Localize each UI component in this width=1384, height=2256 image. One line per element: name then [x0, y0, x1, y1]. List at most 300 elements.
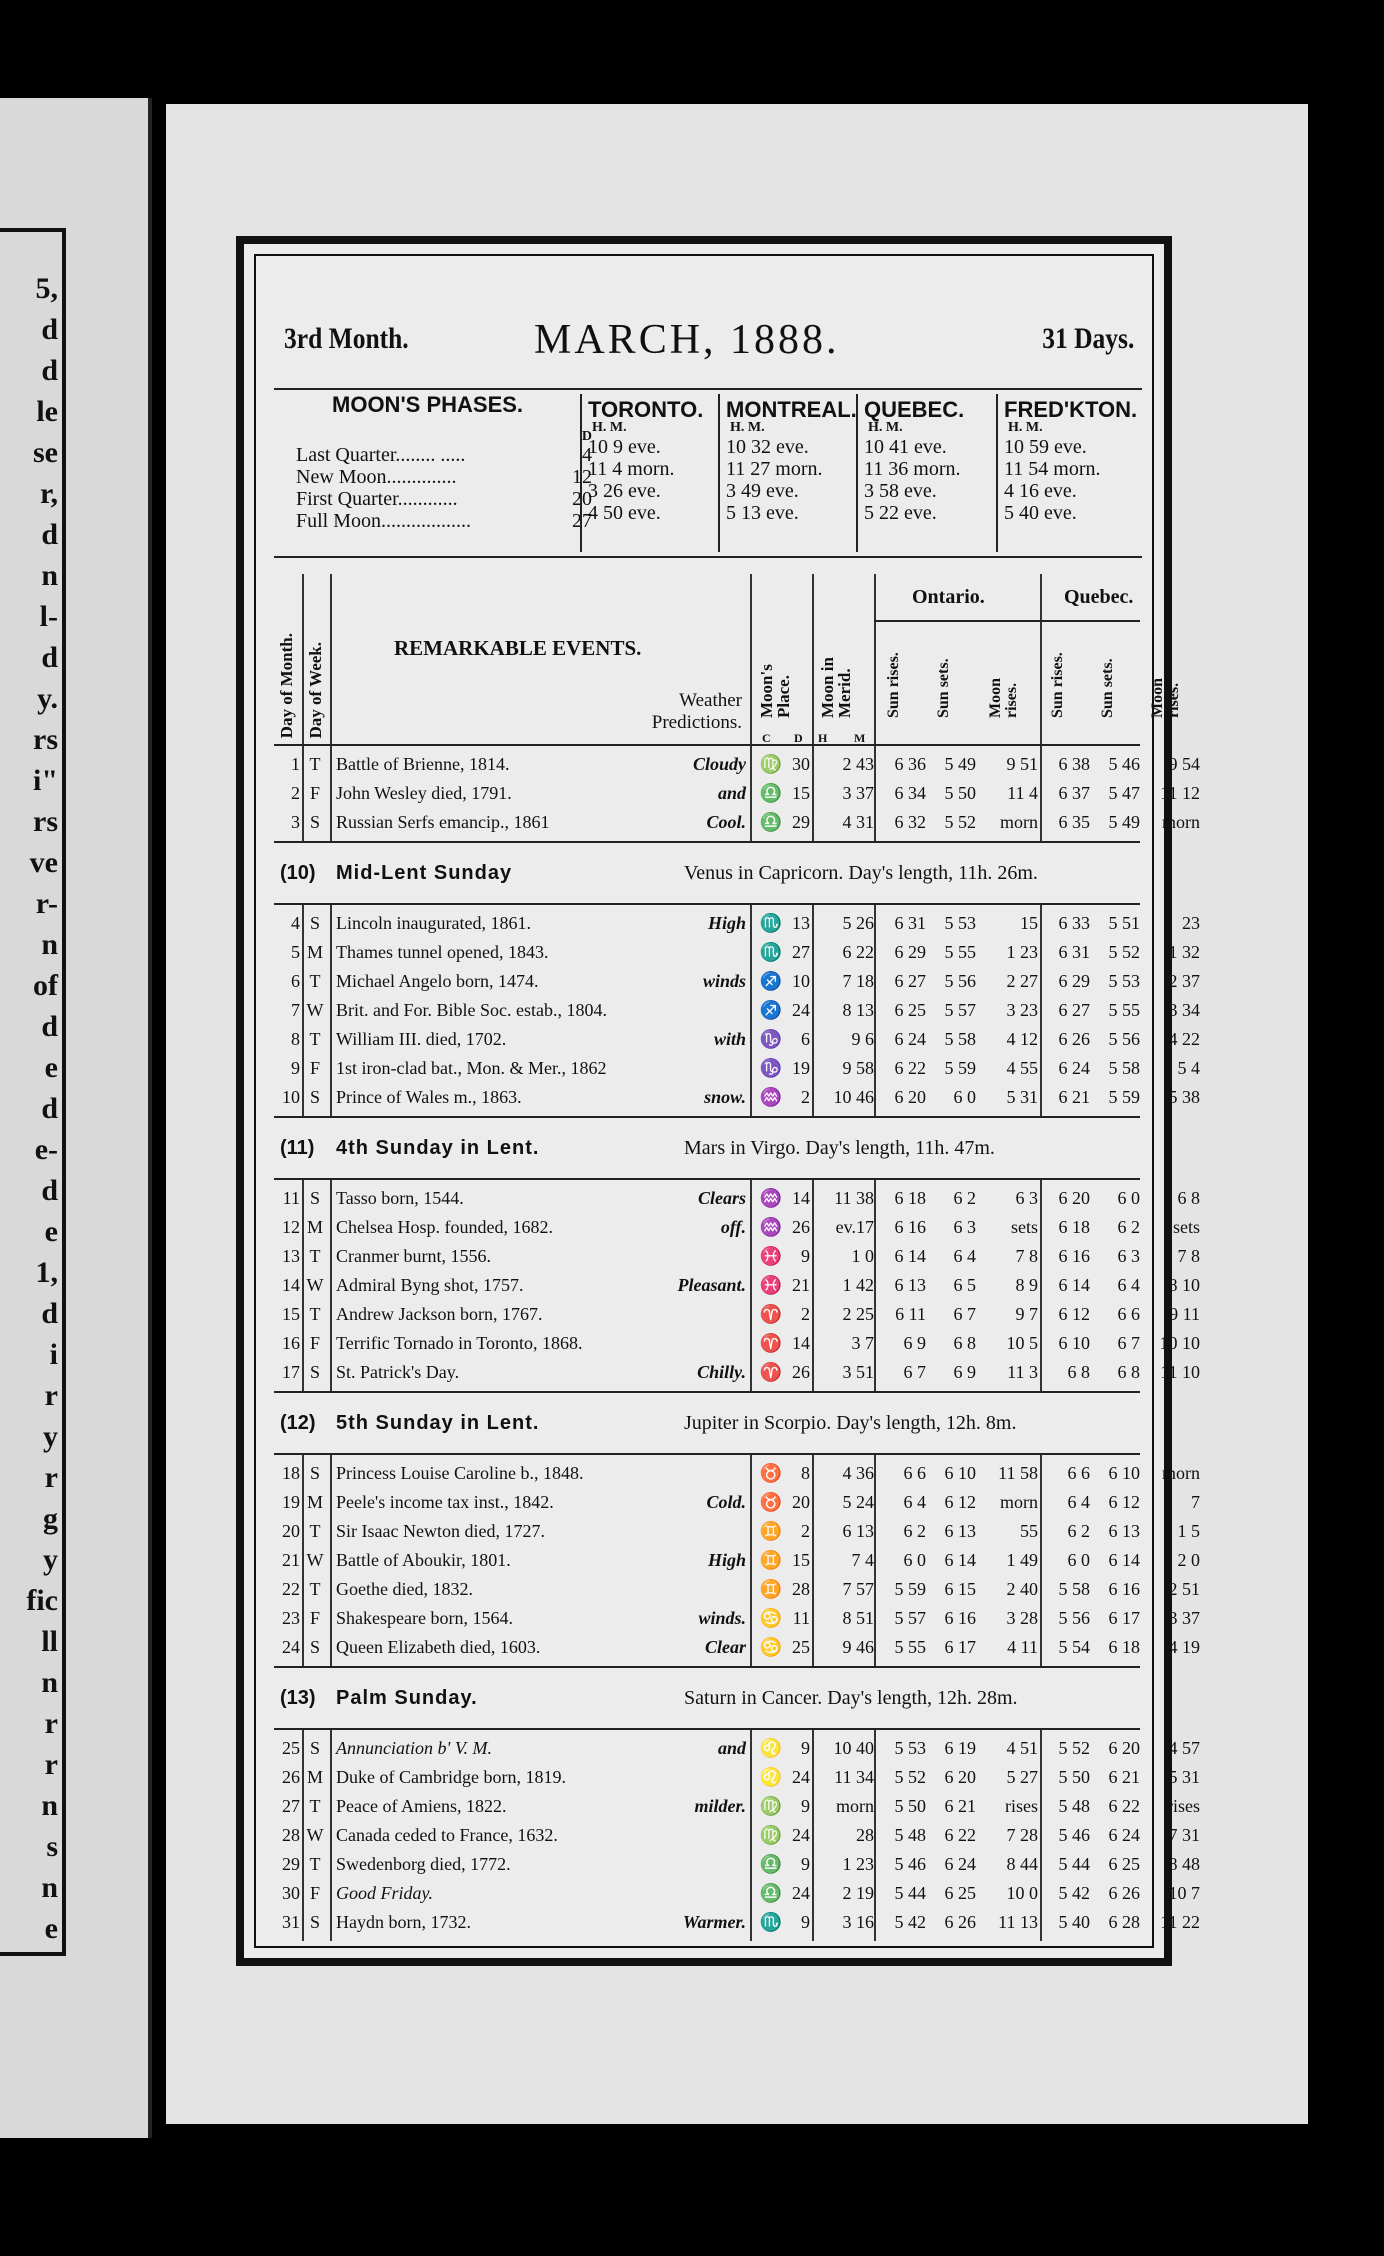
day-of-week: T — [309, 1246, 321, 1266]
ontario-sun-rises: 6 0 — [903, 1550, 926, 1570]
moon-place: 9 — [801, 1738, 810, 1758]
event: Princess Louise Caroline b., 1848. — [336, 1463, 584, 1483]
quebec-sun-rises: 6 31 — [1058, 942, 1090, 962]
quebec-moon-rises: 5 38 — [1168, 1087, 1200, 1107]
ontario-sun-sets: 5 58 — [944, 1029, 976, 1049]
ontario-sun-sets: 6 2 — [953, 1188, 976, 1208]
ontario-moon-rises: 3 28 — [1006, 1608, 1038, 1628]
ontario-moon-rises: 9 51 — [1006, 754, 1038, 774]
moon-merid-header: Moon in Merid. — [818, 657, 854, 718]
event: Annunciation b' V. M. — [336, 1738, 493, 1758]
day-of-month: 21 — [282, 1550, 300, 1570]
day-of-month: 31 — [282, 1912, 300, 1932]
phase-time: 3 58 eve. — [864, 480, 937, 502]
left-page-fragment: e — [44, 1912, 58, 1945]
phase-time: 11 27 morn. — [726, 458, 823, 480]
ontario-moon-rises: sets — [1011, 1217, 1038, 1237]
left-page-fragment: r — [44, 1461, 58, 1494]
weather: off. — [720, 1217, 746, 1237]
ontario-moon-rises: 2 40 — [1006, 1579, 1038, 1599]
ontario-moon-rises: 5 31 — [1006, 1087, 1038, 1107]
event: Swedenborg died, 1772. — [336, 1854, 511, 1874]
sunday-header — [274, 1116, 1140, 1180]
moon-place: 26 — [792, 1217, 810, 1237]
ontario-moon-rises: 7 28 — [1006, 1825, 1038, 1845]
quebec-sun-rises: 5 52 — [1058, 1738, 1090, 1758]
table-row — [274, 1025, 1200, 1054]
ontario-sun-rises: 5 55 — [894, 1637, 926, 1657]
phase-name: Last Quarter........ ..... — [296, 444, 466, 466]
day-of-week: M — [306, 1767, 323, 1787]
weather: winds. — [698, 1608, 746, 1628]
day-of-month: 20 — [282, 1521, 300, 1541]
ont-sun-rises-header: Sun rises. — [885, 652, 902, 718]
ontario-sun-sets: 6 19 — [944, 1738, 976, 1758]
quebec-sun-sets: 6 12 — [1108, 1492, 1140, 1512]
day-of-month: 25 — [282, 1738, 300, 1758]
left-page-fragment: l- — [39, 600, 58, 633]
weather: Pleasant. — [677, 1275, 746, 1295]
city-name: QUEBEC. — [864, 397, 965, 422]
table-row — [274, 1908, 1200, 1937]
ontario-sun-rises: 5 46 — [894, 1854, 926, 1874]
event: Russian Serfs emancip., 1861 — [336, 812, 550, 832]
weather: Cold. — [706, 1492, 746, 1512]
day-of-week: T — [309, 1029, 321, 1049]
left-page-fragment: d — [41, 641, 58, 674]
day-of-week: S — [309, 812, 320, 832]
left-page-fragment: r, — [39, 477, 58, 510]
m-unit: M — [854, 731, 866, 745]
ontario-sun-sets: 6 13 — [944, 1521, 976, 1541]
table-row — [274, 1604, 1200, 1633]
event: Canada ceded to France, 1632. — [336, 1825, 558, 1845]
moon-sign: ♑ — [759, 1058, 783, 1078]
quebec-sun-sets: 5 58 — [1108, 1058, 1140, 1078]
quebec-moon-rises: 3 34 — [1168, 1000, 1200, 1020]
quebec-sun-rises: 5 54 — [1058, 1637, 1090, 1657]
ontario-moon-rises: 8 44 — [1006, 1854, 1038, 1874]
left-page-fragment: n — [41, 559, 58, 592]
moon-sign: ♊ — [759, 1521, 783, 1541]
phase-time: 3 49 eve. — [726, 480, 799, 502]
sunday-week-number: (13) — [280, 1687, 316, 1709]
table-row — [274, 1517, 1200, 1546]
ontario-moon-rises: 2 27 — [1006, 971, 1038, 991]
phase-time: 5 22 eve. — [864, 502, 937, 524]
sunday-info: Jupiter in Scorpio. Day's length, 12h. 8m. — [684, 1412, 1017, 1434]
day-of-week: T — [309, 971, 321, 991]
ontario-sun-rises: 6 13 — [894, 1275, 926, 1295]
moon-meridian: 28 — [856, 1825, 874, 1845]
ontario-sun-sets: 6 0 — [953, 1087, 976, 1107]
day-group — [274, 746, 1200, 841]
ontario-sun-rises: 6 24 — [894, 1029, 926, 1049]
quebec-sun-rises: 6 2 — [1067, 1521, 1090, 1541]
moon-meridian: 9 6 — [851, 1029, 874, 1049]
quebec-moon-rises: 9 54 — [1168, 754, 1200, 774]
table-row — [274, 808, 1200, 837]
event: William III. died, 1702. — [336, 1029, 507, 1049]
ontario-moon-rises: rises — [1005, 1796, 1038, 1816]
city-column-1 — [718, 394, 864, 552]
quebec-moon-rises: 1 32 — [1168, 942, 1200, 962]
quebec-header: Quebec. — [1064, 586, 1134, 608]
day-of-month: 30 — [282, 1883, 300, 1903]
ontario-sun-sets: 6 8 — [953, 1333, 976, 1353]
ontario-moon-rises: 10 0 — [1006, 1883, 1038, 1903]
weather: High — [707, 913, 746, 933]
quebec-moon-rises: 4 19 — [1168, 1637, 1200, 1657]
day-of-month: 23 — [282, 1608, 300, 1628]
table-row — [274, 909, 1200, 938]
quebec-sun-sets: 6 4 — [1117, 1275, 1140, 1295]
event: John Wesley died, 1791. — [336, 783, 512, 803]
moon-sign: ♊ — [759, 1550, 783, 1570]
quebec-sun-sets: 6 18 — [1108, 1637, 1140, 1657]
event: Chelsea Hosp. founded, 1682. — [336, 1217, 553, 1237]
phase-time: 11 36 morn. — [864, 458, 961, 480]
moon-meridian: 1 23 — [842, 1854, 874, 1874]
quebec-sun-sets: 5 56 — [1108, 1029, 1140, 1049]
left-page-fragment: y — [43, 1543, 58, 1576]
ontario-sun-sets: 6 24 — [944, 1854, 976, 1874]
quebec-sun-sets: 6 17 — [1108, 1608, 1140, 1628]
day-group — [274, 1180, 1200, 1391]
moon-meridian: 6 22 — [842, 942, 874, 962]
weather: and — [717, 1738, 746, 1758]
quebec-sun-sets: 6 26 — [1108, 1883, 1140, 1903]
left-page-fragment: d — [41, 1010, 58, 1043]
sunday-week-number: (12) — [280, 1412, 316, 1434]
ontario-sun-rises: 6 14 — [894, 1246, 926, 1266]
moon-sign: ♐ — [759, 1000, 783, 1020]
quebec-sun-sets: 6 16 — [1108, 1579, 1140, 1599]
ontario-sun-sets: 5 50 — [944, 783, 976, 803]
quebec-sun-sets: 6 3 — [1117, 1246, 1140, 1266]
event: Battle of Aboukir, 1801. — [336, 1550, 511, 1570]
table-row — [274, 1459, 1200, 1488]
ontario-moon-rises: 1 23 — [1006, 942, 1038, 962]
weather: Clear — [704, 1637, 746, 1657]
ontario-sun-rises: 6 20 — [894, 1087, 926, 1107]
weather: with — [713, 1029, 746, 1049]
left-page-fragment: 1, — [35, 1256, 58, 1289]
ontario-sun-sets: 5 49 — [944, 754, 976, 774]
quebec-sun-rises: 5 48 — [1058, 1796, 1090, 1816]
quebec-sun-sets: 6 10 — [1108, 1463, 1140, 1483]
day-of-week: T — [309, 1579, 321, 1599]
moon-meridian: 3 51 — [842, 1362, 874, 1382]
day-of-week: M — [306, 1492, 323, 1512]
moon-place: 21 — [792, 1275, 810, 1295]
phase-day: 20 — [572, 488, 592, 510]
table-row — [274, 967, 1200, 996]
table-row — [274, 1329, 1200, 1358]
quebec-moon-rises: 7 8 — [1177, 1246, 1200, 1266]
phase-name: Full Moon.................. — [296, 510, 472, 532]
city-name: TORONTO. — [588, 397, 704, 422]
weather: and — [717, 783, 746, 803]
sunday-name: 4th Sunday in Lent. — [336, 1137, 540, 1159]
moon-sign: ♍ — [759, 754, 783, 774]
quebec-moon-rises: morn — [1162, 812, 1200, 832]
ontario-sun-rises: 5 59 — [894, 1579, 926, 1599]
day-of-month: 14 — [282, 1275, 300, 1295]
sunday-info: Venus in Capricorn. Day's length, 11h. 26m. — [684, 862, 1038, 884]
quebec-sun-sets: 6 13 — [1108, 1521, 1140, 1541]
table-row — [274, 1054, 1200, 1083]
event: St. Patrick's Day. — [336, 1362, 460, 1382]
month-number: 3rd Month. — [284, 322, 409, 355]
left-page-fragment: of — [33, 969, 58, 1002]
ontario-sun-sets: 6 9 — [953, 1362, 976, 1382]
phase-row — [296, 444, 602, 466]
phase-time: 4 50 eve. — [588, 502, 661, 524]
ontario-moon-rises: 1 49 — [1006, 1550, 1038, 1570]
sunday-info: Saturn in Cancer. Day's length, 12h. 28m. — [684, 1687, 1018, 1709]
table-row — [274, 1184, 1200, 1213]
weather: winds — [702, 971, 746, 991]
moon-meridian: 7 18 — [842, 971, 874, 991]
ontario-sun-rises: 6 25 — [894, 1000, 926, 1020]
quebec-moon-rises: 7 31 — [1168, 1825, 1200, 1845]
ontario-sun-rises: 6 9 — [903, 1333, 926, 1353]
sunday-header — [274, 841, 1140, 905]
days-count: 31 Days. — [1041, 322, 1134, 355]
moon-meridian: 2 25 — [842, 1304, 874, 1324]
moon-meridian: 7 4 — [851, 1550, 874, 1570]
moon-meridian: 6 13 — [842, 1521, 874, 1541]
ontario-sun-sets: 6 15 — [944, 1579, 976, 1599]
left-page-fragment: rs — [33, 805, 58, 838]
quebec-sun-sets: 5 46 — [1108, 754, 1140, 774]
moon-sign: ♒ — [759, 1188, 783, 1208]
event: Thames tunnel opened, 1843. — [336, 942, 549, 962]
moon-meridian: 9 46 — [842, 1637, 874, 1657]
ontario-sun-sets: 5 53 — [944, 913, 976, 933]
weather: snow. — [704, 1087, 746, 1107]
que-sun-rises-header: Sun rises. — [1049, 652, 1066, 718]
que-sun-sets-header: Sun sets. — [1099, 658, 1116, 718]
sunday-info: Mars in Virgo. Day's length, 11h. 47m. — [684, 1137, 995, 1159]
day-of-week: S — [309, 1912, 320, 1932]
ontario-sun-sets: 6 25 — [944, 1883, 976, 1903]
moon-place: 30 — [792, 754, 810, 774]
event: Haydn born, 1732. — [336, 1912, 471, 1932]
event: Tasso born, 1544. — [336, 1188, 464, 1208]
phase-time: 5 13 eve. — [726, 502, 799, 524]
quebec-sun-rises: 6 35 — [1058, 812, 1090, 832]
left-page-fragment: d — [41, 1092, 58, 1125]
quebec-moon-rises: 4 57 — [1168, 1738, 1200, 1758]
moon-place: 9 — [801, 1246, 810, 1266]
ont-moon-rises-header: Moon rises. — [987, 678, 1020, 718]
d-unit: D — [794, 731, 803, 745]
weather: Warmer. — [682, 1912, 746, 1932]
table-row — [274, 1546, 1200, 1575]
day-of-month: 17 — [282, 1362, 300, 1382]
phase-name: First Quarter............ — [296, 488, 458, 510]
ontario-sun-sets: 6 26 — [944, 1912, 976, 1932]
quebec-moon-rises: rises — [1167, 1796, 1200, 1816]
moon-sign: ♓ — [759, 1275, 783, 1295]
left-page-fragment: le — [36, 395, 58, 428]
ontario-moon-rises: 11 13 — [998, 1912, 1038, 1932]
ontario-sun-rises: 6 7 — [903, 1362, 926, 1382]
ontario-sun-sets: 6 10 — [944, 1463, 976, 1483]
calendar-frame — [236, 236, 1200, 1966]
daily-rows — [274, 746, 1200, 1941]
day-of-week: M — [306, 942, 323, 962]
event: Terrific Tornado in Toronto, 1868. — [336, 1333, 583, 1353]
ontario-moon-rises: 4 11 — [1007, 1637, 1038, 1657]
moon-place: 2 — [801, 1304, 810, 1324]
day-of-week: W — [306, 1275, 324, 1295]
quebec-sun-rises: 6 6 — [1067, 1463, 1090, 1483]
left-page-fragment: d — [41, 354, 58, 387]
moon-meridian: 4 36 — [842, 1463, 874, 1483]
day-of-month: 8 — [291, 1029, 300, 1049]
day-of-month: 24 — [282, 1637, 300, 1657]
moon-place: 9 — [801, 1796, 810, 1816]
ontario-sun-rises: 6 4 — [903, 1492, 926, 1512]
moon-sign: ♐ — [759, 971, 783, 991]
ontario-sun-sets: 6 21 — [944, 1796, 976, 1816]
que-moon-rises-header: Moon rises. — [1149, 678, 1182, 718]
moon-sign: ♎ — [759, 1854, 783, 1874]
event: Shakespeare born, 1564. — [336, 1608, 513, 1628]
sunday-header — [274, 1391, 1140, 1455]
phase-day: 4 — [582, 444, 592, 466]
ontario-moon-rises: morn — [1000, 1492, 1038, 1512]
day-of-week: F — [309, 1608, 320, 1628]
ontario-sun-sets: 5 52 — [944, 812, 976, 832]
ontario-moon-rises: 4 55 — [1006, 1058, 1038, 1078]
ontario-sun-rises: 5 53 — [894, 1738, 926, 1758]
day-of-week: F — [309, 783, 320, 803]
moon-meridian: ev.17 — [835, 1217, 874, 1237]
quebec-sun-rises: 6 16 — [1058, 1246, 1090, 1266]
quebec-moon-rises: 1 5 — [1177, 1521, 1200, 1541]
left-page-fragment: y — [43, 1420, 58, 1453]
sunday-week-number: (10) — [280, 862, 316, 884]
ontario-sun-rises: 6 32 — [894, 812, 926, 832]
ontario-sun-rises: 5 48 — [894, 1825, 926, 1845]
quebec-sun-rises: 6 14 — [1058, 1275, 1090, 1295]
moon-meridian: 4 31 — [842, 812, 874, 832]
day-of-month: 16 — [282, 1333, 300, 1353]
quebec-sun-sets: 5 55 — [1108, 1000, 1140, 1020]
moon-place: 27 — [792, 942, 810, 962]
moon-place: 26 — [792, 1362, 810, 1382]
moon-sign: ♒ — [759, 1087, 783, 1107]
day-of-week: T — [309, 754, 321, 774]
ontario-sun-rises: 6 29 — [894, 942, 926, 962]
moon-sign: ♎ — [759, 812, 783, 832]
event: Goethe died, 1832. — [336, 1579, 473, 1599]
day-of-week: S — [309, 913, 320, 933]
day-of-month: 3 — [291, 812, 300, 832]
quebec-moon-rises: 11 12 — [1160, 783, 1200, 803]
hm-label: H. M. — [868, 420, 903, 435]
event: Queen Elizabeth died, 1603. — [336, 1637, 541, 1657]
moon-place: 20 — [792, 1492, 810, 1512]
phase-row — [296, 510, 602, 532]
quebec-sun-rises: 6 37 — [1058, 783, 1090, 803]
phase-row — [296, 466, 602, 488]
moon-sign: ♌ — [759, 1738, 783, 1758]
sunday-name: 5th Sunday in Lent. — [336, 1412, 540, 1434]
ontario-moon-rises: 55 — [1020, 1521, 1038, 1541]
day-of-month: 7 — [291, 1000, 300, 1020]
event: Peace of Amiens, 1822. — [336, 1796, 507, 1816]
quebec-moon-rises: 8 10 — [1168, 1275, 1200, 1295]
moon-place: 24 — [792, 1883, 810, 1903]
quebec-sun-rises: 6 18 — [1058, 1217, 1090, 1237]
moon-sign: ♌ — [759, 1767, 783, 1787]
ontario-sun-sets: 5 56 — [944, 971, 976, 991]
quebec-moon-rises: sets — [1173, 1217, 1200, 1237]
weather: High — [707, 1550, 746, 1570]
ontario-sun-sets: 6 4 — [953, 1246, 976, 1266]
phase-time: 11 54 morn. — [1004, 458, 1101, 480]
moon-meridian: 8 51 — [842, 1608, 874, 1628]
ontario-sun-rises: 6 27 — [894, 971, 926, 991]
day-of-month: 12 — [282, 1217, 300, 1237]
quebec-moon-rises: 10 10 — [1159, 1333, 1200, 1353]
ontario-moon-rises: 11 3 — [1007, 1362, 1038, 1382]
quebec-sun-rises: 6 20 — [1058, 1188, 1090, 1208]
day-of-month: 28 — [282, 1825, 300, 1845]
quebec-sun-rises: 5 56 — [1058, 1608, 1090, 1628]
ontario-moon-rises: morn — [1000, 812, 1038, 832]
day-of-week: T — [309, 1796, 321, 1816]
day-label: D — [581, 429, 592, 444]
left-page-fragment: s — [46, 1830, 58, 1863]
left-page-fragment: n — [41, 1871, 58, 1904]
day-group — [274, 1730, 1200, 1941]
weather-header: Weather Predictions. — [651, 690, 742, 733]
table-row — [274, 1850, 1200, 1879]
ontario-sun-rises: 6 6 — [903, 1463, 926, 1483]
moon-meridian: 3 37 — [842, 783, 874, 803]
moon-place: 24 — [792, 1767, 810, 1787]
ontario-moon-rises: 8 9 — [1015, 1275, 1038, 1295]
left-page-fragment: y. — [37, 682, 58, 715]
day-of-week-header: Day of Week. — [306, 641, 325, 738]
day-of-week: W — [306, 1550, 324, 1570]
ontario-moon-rises: 4 51 — [1006, 1738, 1038, 1758]
table-row — [274, 1575, 1200, 1604]
event: 1st iron-clad bat., Mon. & Mer., 1862 — [336, 1058, 607, 1078]
ontario-sun-rises: 6 16 — [894, 1217, 926, 1237]
event: Good Friday. — [336, 1883, 433, 1903]
moon-meridian: 11 34 — [834, 1767, 874, 1787]
city-column-2 — [856, 394, 1002, 552]
table-row — [274, 779, 1200, 808]
ontario-sun-rises: 6 2 — [903, 1521, 926, 1541]
day-of-week: F — [309, 1058, 320, 1078]
quebec-moon-rises: 2 51 — [1168, 1579, 1200, 1599]
moon-place: 11 — [792, 1608, 810, 1628]
moon-sign: ♋ — [759, 1608, 783, 1628]
moon-meridian: 8 13 — [842, 1000, 874, 1020]
ontario-moon-rises: 3 23 — [1006, 1000, 1038, 1020]
quebec-sun-sets: 6 6 — [1117, 1304, 1140, 1324]
table-row — [274, 1763, 1200, 1792]
quebec-sun-sets: 6 25 — [1108, 1854, 1140, 1874]
